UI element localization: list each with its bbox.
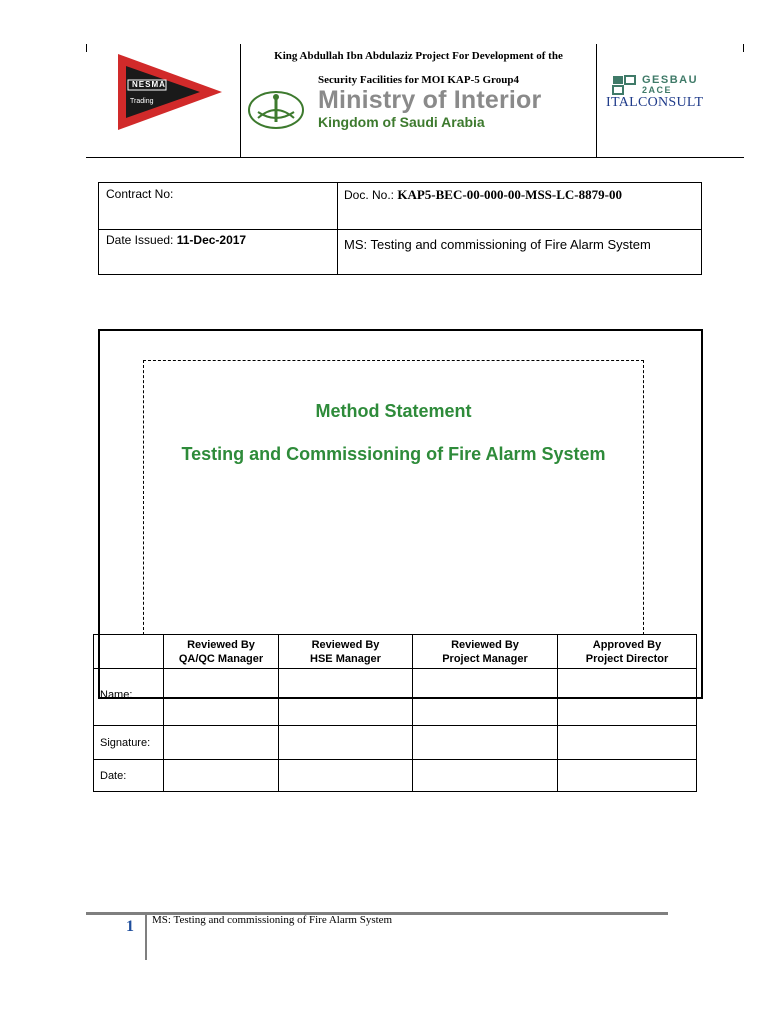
header-line: HSE Manager [310, 652, 381, 665]
project-title-line1: King Abdullah Ibn Abdulaziz Project For Development of the [274, 50, 563, 62]
header-project-director [558, 635, 697, 669]
ms-title [344, 237, 651, 252]
nesma-logo-text: NESMA [132, 80, 166, 89]
row-label-date: Date: [94, 760, 164, 792]
gesbau-text: GESBAU [642, 74, 699, 86]
date-value: 11-Dec-2017 [176, 233, 247, 247]
table-cell [279, 760, 413, 792]
date-label: Date Issued: [106, 233, 174, 247]
header-qaqc [164, 635, 279, 669]
ms-value: Testing and commissioning of Fire Alarm System [370, 237, 651, 252]
saudi-emblem-icon [246, 88, 306, 130]
project-title-line2: Security Facilities for MOI KAP-5 Group4 [318, 74, 519, 86]
table-cell [413, 760, 558, 792]
table-cell [413, 669, 558, 726]
table-cell [558, 726, 697, 760]
doc-label: Doc. No.: [344, 188, 395, 202]
header-line: Project Director [585, 652, 669, 665]
table-cell [164, 760, 279, 792]
table-cell [164, 726, 279, 760]
document-title: Method Statement [315, 401, 472, 421]
row-label-name: Name: [94, 669, 164, 726]
project-title [241, 44, 596, 92]
page-number: 1 [126, 918, 134, 935]
header-line: Approved By [592, 638, 662, 651]
footer-divider [145, 912, 147, 960]
ministry-logo [246, 86, 596, 132]
table-row [94, 635, 697, 669]
header-divider [86, 44, 87, 52]
table-cell [558, 760, 697, 792]
italconsult-text: ITALCONSULT [606, 95, 704, 110]
table-row [94, 760, 697, 792]
table-cell [279, 726, 413, 760]
row-label-signature: Signature: [94, 726, 164, 760]
nesma-logo [116, 52, 224, 132]
header-divider [743, 44, 744, 52]
ministry-name: Ministry of Interior [318, 86, 542, 114]
table-cell [94, 635, 164, 669]
header-line: QA/QC Manager [178, 652, 264, 665]
table-row [94, 669, 697, 726]
header-line: Reviewed By [187, 638, 255, 651]
approval-table [93, 634, 697, 792]
ministry-country: Kingdom of Saudi Arabia [318, 114, 485, 130]
header-line: Reviewed By [451, 638, 519, 651]
table-cell [164, 669, 279, 726]
doc-value: KAP5-BEC-00-000-00-MSS-LC-8879-00 [397, 187, 622, 202]
gesbau-italconsult-logo [606, 74, 741, 114]
header-divider [596, 44, 597, 157]
table-cell [413, 726, 558, 760]
ms-label: MS: [344, 237, 368, 252]
document-header [86, 44, 744, 158]
document-info-table [98, 182, 702, 275]
header-line: Reviewed By [311, 638, 380, 651]
table-divider [99, 229, 701, 230]
gesbau-mark-icon [612, 75, 638, 95]
footer-text: MS: Testing and commissioning of Fire Alarm System [152, 914, 393, 926]
header-project-manager [413, 635, 558, 669]
contract-label: Contract No: [106, 187, 174, 201]
nesma-logo-sub: Trading [130, 98, 154, 105]
table-row [94, 726, 697, 760]
table-cell [279, 669, 413, 726]
header-line: Project Manager [442, 652, 528, 665]
document-subtitle: Testing and Commissioning of Fire Alarm System [181, 444, 606, 464]
doc-number [344, 187, 622, 203]
2ace-text: 2ACE [642, 85, 673, 95]
table-cell [558, 669, 697, 726]
header-hse [279, 635, 413, 669]
date-issued [106, 233, 246, 247]
